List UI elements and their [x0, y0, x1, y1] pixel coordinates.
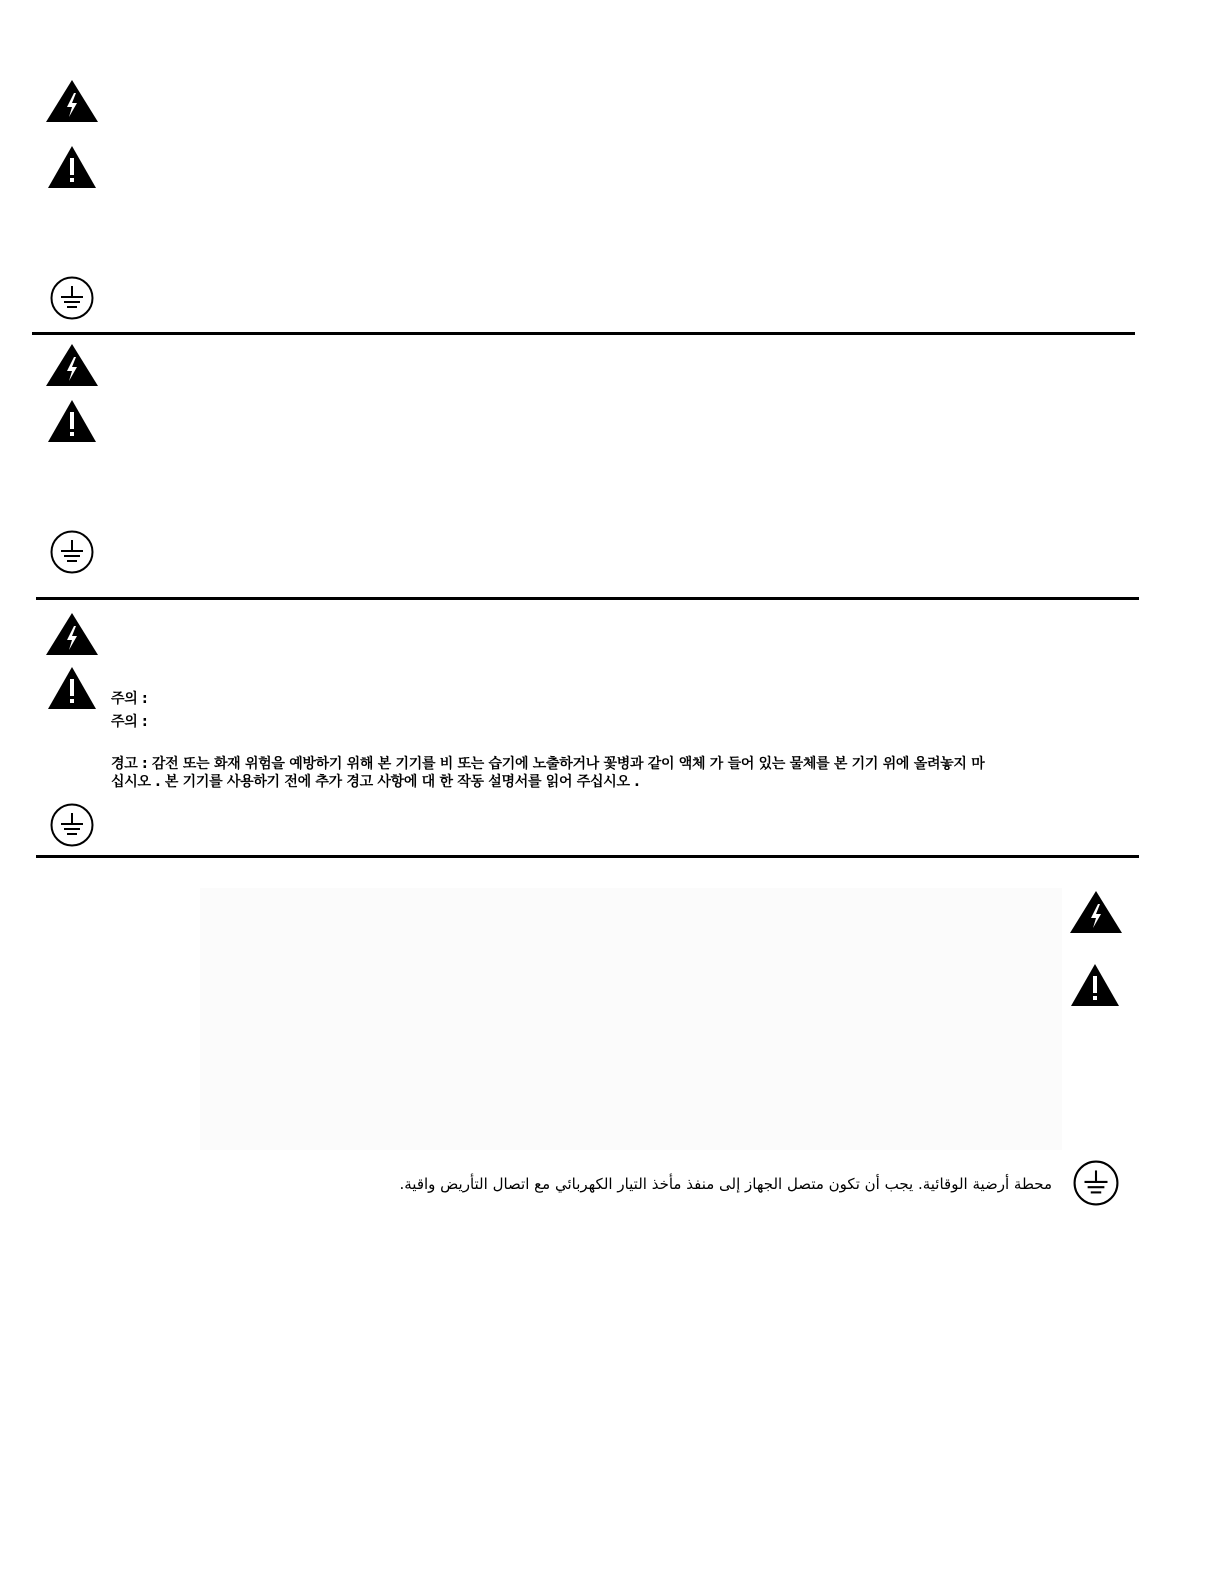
exclamation-caution-icon [48, 400, 96, 442]
protective-earth-ground-icon [1073, 1160, 1119, 1206]
warning-text-line: 십시오 . 본 기기를 사용하기 전에 추가 경고 사항에 대 한 작동 설명서를 읽어 주십시오 . [111, 774, 640, 790]
exclamation-caution-icon [48, 146, 96, 188]
protective-earth-ground-icon [50, 803, 94, 847]
caution-label: 주의 : [111, 691, 148, 707]
protective-earth-ground-icon [50, 276, 94, 320]
exclamation-caution-icon [1071, 964, 1119, 1006]
exclamation-caution-icon [48, 667, 96, 709]
blank-text-area [200, 888, 1062, 1150]
section-divider [36, 855, 1139, 858]
electric-shock-warning-icon [46, 344, 98, 386]
protective-earth-ground-icon [50, 530, 94, 574]
electric-shock-warning-icon [1070, 891, 1122, 933]
section-divider [36, 597, 1139, 600]
electric-shock-warning-icon [46, 80, 98, 122]
ground-instruction-text: محطة أرضية الوقائية. يجب أن تكون متصل الجهاز إلى منفذ مأخذ التيار الكهربائي مع اتصال التأريض واقية. [399, 1175, 1052, 1193]
caution-label: 주의 : [111, 714, 148, 730]
electric-shock-warning-icon [46, 613, 98, 655]
warning-text-line: 경고 : 감전 또는 화재 위험을 예방하기 위해 본 기기를 비 또는 습기에 노출하거나 꽃병과 같이 액체 가 들어 있는 물체를 본 기기 위에 올려놓지 마 [111, 756, 985, 772]
section-divider [32, 332, 1135, 335]
